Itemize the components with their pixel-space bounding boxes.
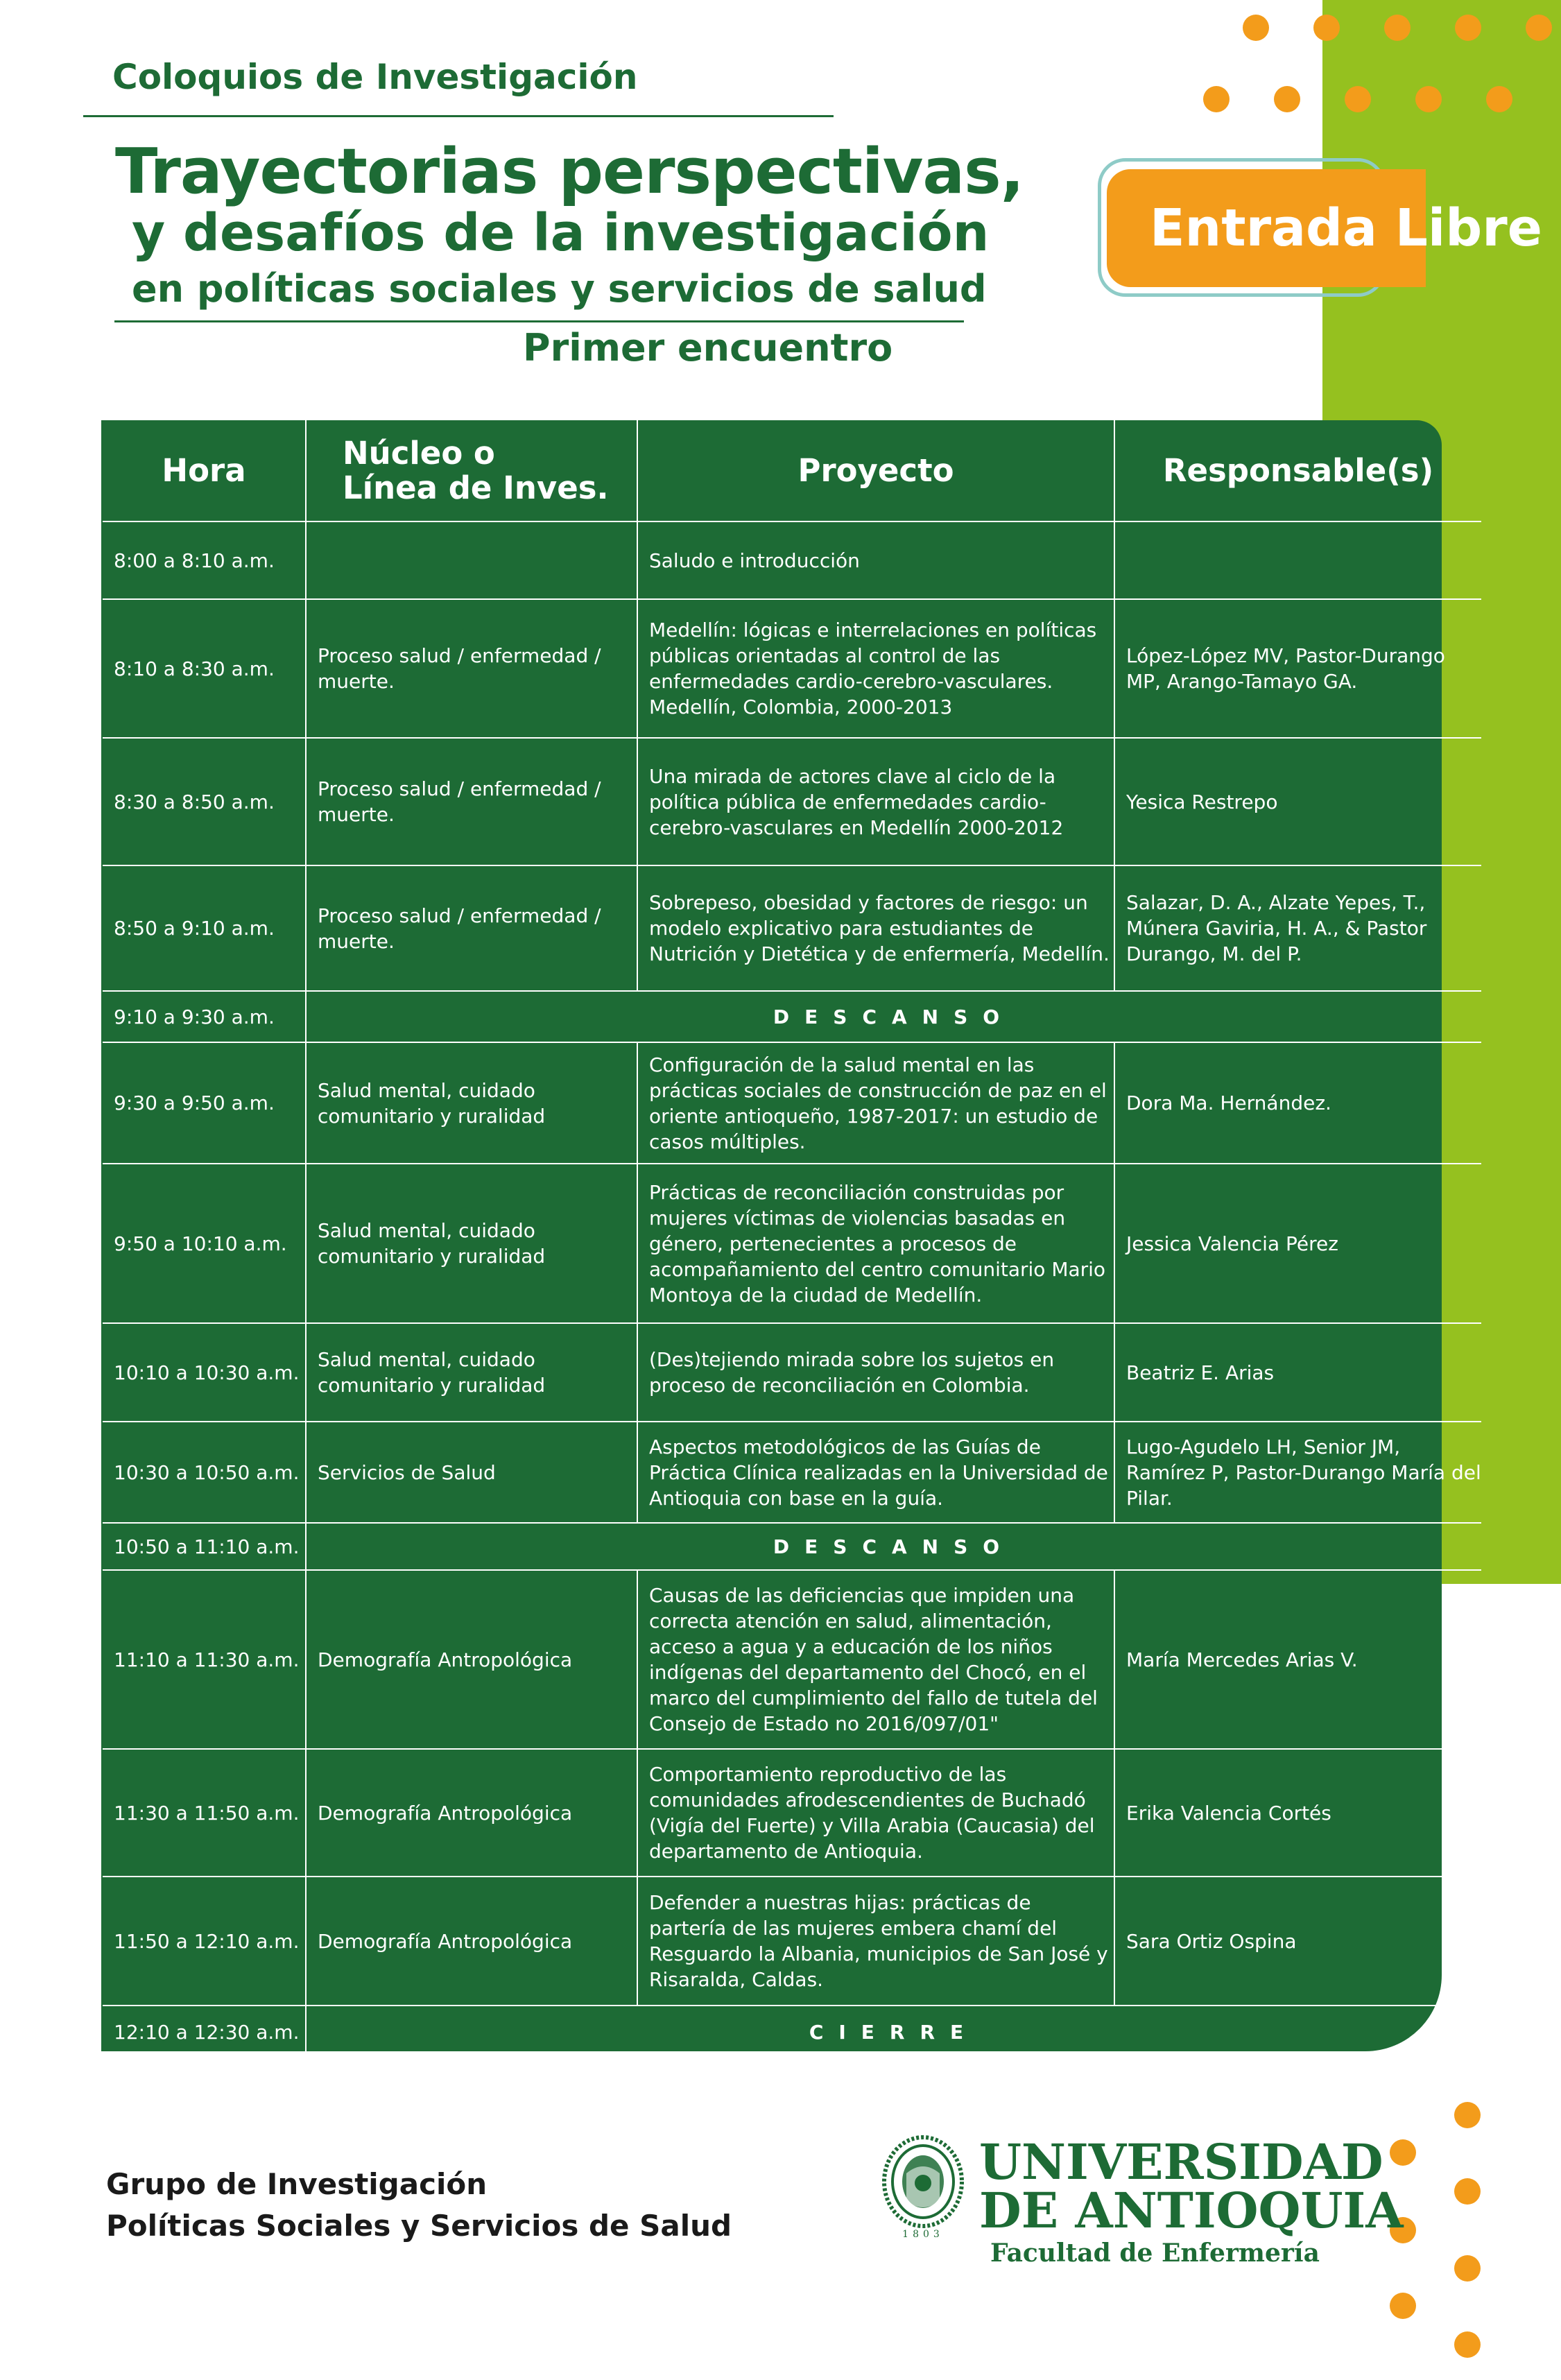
cell-responsables: Dora Ma. Hernández. (1114, 1042, 1481, 1164)
decorative-dot (1455, 15, 1481, 41)
research-group (106, 2164, 732, 2247)
title-divider (114, 320, 964, 322)
series-title: Coloquios de Investigación (112, 57, 638, 97)
cell-hora: 10:10 a 10:30 a.m. (103, 1323, 306, 1422)
cell-hora: 8:00 a 8:10 a.m. (103, 521, 306, 599)
event-title-line-2: y desafíos de la investigación (132, 203, 990, 263)
cell-nucleo: Proceso salud / enfermedad / muerte. (306, 738, 637, 865)
decorative-dot (1454, 2255, 1481, 2282)
university-name-line-2: DE ANTIOQUIA (979, 2182, 1404, 2239)
cell-proyecto: Saludo e introducción (637, 521, 1114, 599)
header-hora: Hora (103, 420, 306, 521)
cell-nucleo: Demografía Antropológica (306, 1877, 637, 2006)
header-divider (83, 115, 834, 117)
decorative-dot (1454, 2178, 1481, 2205)
cell-hora: 11:10 a 11:30 a.m. (103, 1570, 306, 1749)
header-nucleo (306, 420, 637, 521)
break-label: DESCANSO (306, 1523, 1481, 1570)
cell-nucleo: Demografía Antropológica (306, 1570, 637, 1749)
cell-proyecto: Sobrepeso, obesidad y factores de riesgo: un modelo explicativo para estudiantes de Nutrición y Dietética y de enfermería, Medellín. (637, 865, 1114, 991)
cell-nucleo: Proceso salud / enfermedad / muerte. (306, 599, 637, 738)
cell-proyecto: Comportamiento reproductivo de las comunidades afrodescendientes de Buchadó (Vigía del Fuerte) y Villa Arabia (Caucasia) del departamento de Antioquia. (637, 1749, 1114, 1877)
cell-nucleo: Salud mental, cuidado comunitario y ruralidad (306, 1042, 637, 1164)
break-row (103, 2006, 1481, 2058)
cell-proyecto: Una mirada de actores clave al ciclo de la política pública de enfermedades cardio-cerebro-vasculares en Medellín 2000-2012 (637, 738, 1114, 865)
cell-hora: 8:10 a 8:30 a.m. (103, 599, 306, 738)
table-row (103, 1570, 1481, 1749)
cell-proyecto: Defender a nuestras hijas: prácticas de partería de las mujeres embera chamí del Resguardo la Albania, municipios de San José y Risaralda, Caldas. (637, 1877, 1114, 2006)
cell-hora: 8:30 a 8:50 a.m. (103, 738, 306, 865)
seal-year: 1803 (902, 2229, 944, 2240)
decorative-dot (1384, 15, 1411, 41)
cell-hora: 10:50 a 11:10 a.m. (103, 1523, 306, 1570)
decorative-dot (1243, 15, 1269, 41)
decorative-dot (1486, 86, 1512, 112)
cell-responsables: María Mercedes Arias V. (1114, 1570, 1481, 1749)
cell-proyecto: Configuración de la salud mental en las prácticas sociales de construcción de paz en el oriente antioqueño, 1987-2017: un estudio de casos múltiples. (637, 1042, 1114, 1164)
decorative-dot (1313, 15, 1340, 41)
header-proyecto: Proyecto (637, 420, 1114, 521)
decorative-dot (1390, 2293, 1416, 2319)
cell-hora: 9:10 a 9:30 a.m. (103, 991, 306, 1042)
cell-responsables: López-López MV, Pastor-Durango MP, Arango-Tamayo GA. (1114, 599, 1481, 738)
break-label: DESCANSO (306, 991, 1481, 1042)
cell-responsables: Yesica Restrepo (1114, 738, 1481, 865)
header-nucleo-line-1: Núcleo o (343, 434, 495, 472)
cell-proyecto: Aspectos metodológicos de las Guías de Práctica Clínica realizadas en la Universidad de Antioquia con base en la guía. (637, 1422, 1114, 1523)
event-subtitle: Primer encuentro (523, 326, 893, 370)
table-row (103, 521, 1481, 599)
table-row (103, 1042, 1481, 1164)
research-group-line-2: Políticas Sociales y Servicios de Salud (106, 2209, 732, 2243)
cell-responsables: Beatriz E. Arias (1114, 1323, 1481, 1422)
cell-nucleo: Salud mental, cuidado comunitario y ruralidad (306, 1323, 637, 1422)
cell-nucleo: Servicios de Salud (306, 1422, 637, 1523)
table-row (103, 1422, 1481, 1523)
break-row (103, 991, 1481, 1042)
faculty-name: Facultad de Enfermería (990, 2239, 1320, 2268)
cell-responsables (1114, 521, 1481, 599)
decorative-dot (1390, 2139, 1416, 2166)
table-row (103, 1749, 1481, 1877)
free-entry-badge: Entrada Libre (1107, 169, 1426, 287)
table-row (103, 738, 1481, 865)
schedule-table (103, 420, 1481, 2058)
decorative-dot (1454, 2331, 1481, 2358)
event-title-line-1: Trayectorias perspectivas, (115, 135, 1024, 208)
decorative-dot (1454, 2102, 1481, 2128)
break-row (103, 1523, 1481, 1570)
cell-hora: 12:10 a 12:30 a.m. (103, 2006, 306, 2058)
cell-hora: 11:50 a 12:10 a.m. (103, 1877, 306, 2006)
cell-proyecto: (Des)tejiendo mirada sobre los sujetos en proceso de reconciliación en Colombia. (637, 1323, 1114, 1422)
table-header-row (103, 420, 1481, 521)
table-row (103, 1877, 1481, 2006)
table-row (103, 599, 1481, 738)
cell-responsables: Sara Ortiz Ospina (1114, 1877, 1481, 2006)
cell-responsables: Erika Valencia Cortés (1114, 1749, 1481, 1877)
decorative-dot (1526, 15, 1552, 41)
header-nucleo-line-2: Línea de Inves. (343, 469, 609, 506)
cell-proyecto: Medellín: lógicas e interrelaciones en políticas públicas orientadas al control de las enfermedades cardio-cerebro-vasculares. Medellín, Colombia, 2000-2013 (637, 599, 1114, 738)
table-row (103, 1323, 1481, 1422)
header-responsables: Responsable(s) (1114, 420, 1481, 521)
cell-nucleo: Demografía Antropológica (306, 1749, 637, 1877)
cell-proyecto: Prácticas de reconciliación construidas por mujeres víctimas de violencias basadas en género, pertenecientes a procesos de acompañamiento del centro comunitario Mario Montoya de la ciudad de Medellín. (637, 1164, 1114, 1323)
decorative-dot (1415, 86, 1442, 112)
cell-hora: 10:30 a 10:50 a.m. (103, 1422, 306, 1523)
cell-responsables: Jessica Valencia Pérez (1114, 1164, 1481, 1323)
university-seal-icon (879, 2132, 967, 2240)
event-title-line-3: en políticas sociales y servicios de salud (132, 267, 987, 311)
university-name-line-1: UNIVERSIDAD (979, 2133, 1383, 2191)
cell-proyecto: Causas de las deficiencias que impiden una correcta atención en salud, alimentación, acceso a agua y a educación de los niños indígenas del departamento del Chocó, en el marco del cumplimiento del fallo de tutela del Consejo de Estado no 2016/097/01" (637, 1570, 1114, 1749)
decorative-dot (1345, 86, 1371, 112)
cell-responsables: Salazar, D. A., Alzate Yepes, T., Múnera Gaviria, H. A., & Pastor Durango, M. del P. (1114, 865, 1481, 991)
cell-hora: 9:50 a 10:10 a.m. (103, 1164, 306, 1323)
research-group-line-1: Grupo de Investigación (106, 2167, 488, 2201)
table-row (103, 1164, 1481, 1323)
decorative-dot (1203, 86, 1230, 112)
cell-responsables: Lugo-Agudelo LH, Senior JM, Ramírez P, Pastor-Durango María del Pilar. (1114, 1422, 1481, 1523)
cell-hora: 8:50 a 9:10 a.m. (103, 865, 306, 991)
decorative-dot (1274, 86, 1300, 112)
cell-hora: 9:30 a 9:50 a.m. (103, 1042, 306, 1164)
cell-nucleo: Salud mental, cuidado comunitario y ruralidad (306, 1164, 637, 1323)
cell-nucleo: Proceso salud / enfermedad / muerte. (306, 865, 637, 991)
cell-hora: 11:30 a 11:50 a.m. (103, 1749, 306, 1877)
table-row (103, 865, 1481, 991)
cell-nucleo (306, 521, 637, 599)
break-label: CIERRE (306, 2006, 1481, 2058)
